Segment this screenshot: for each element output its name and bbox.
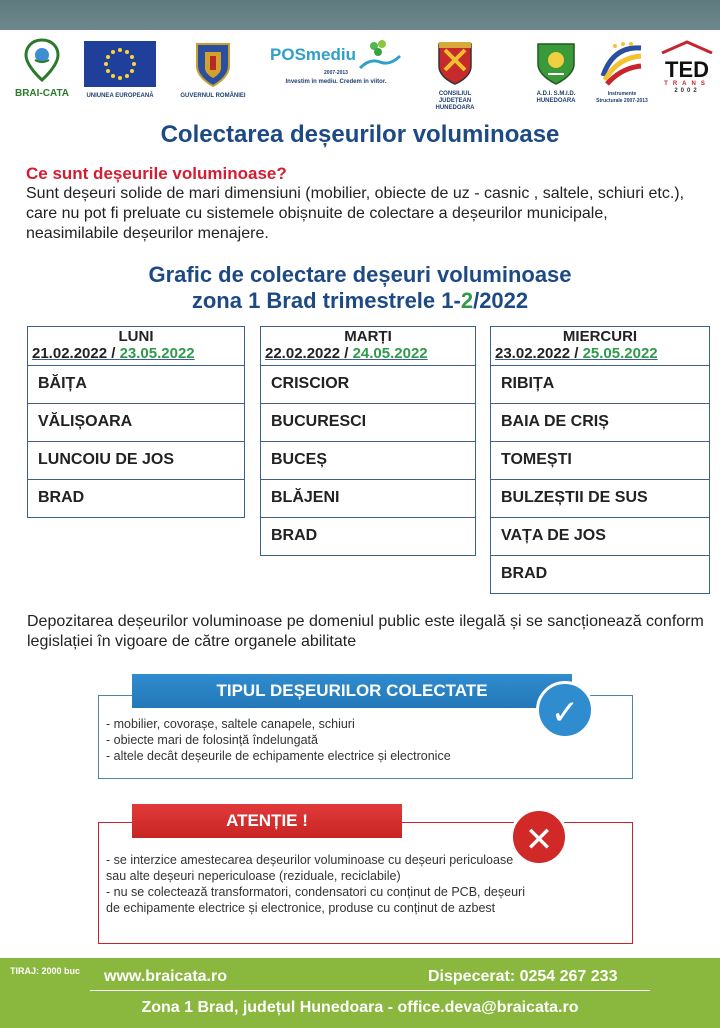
website-link[interactable]: www.braicata.ro <box>104 968 227 985</box>
braicata-caption: BRAI-CATA <box>14 88 70 99</box>
ted-text: TED <box>665 57 709 82</box>
coat-of-arms-icon <box>193 40 233 88</box>
adi-smid-logo <box>528 40 584 105</box>
posmediu-logo <box>266 40 406 86</box>
county-shield-icon <box>435 40 475 86</box>
county-council-logo <box>424 40 486 112</box>
locality-cell: RIBIȚA <box>490 366 710 404</box>
attention-list <box>106 852 526 916</box>
collection-dates: 23.02.2022 / 25.05.2022 <box>495 345 658 362</box>
posmediu-text: POSmediu <box>270 45 356 64</box>
schedule-title-line2: zona 1 Brad trimestrele 1-2/2022 <box>191 288 529 313</box>
is-caption: Instrumente Structurale 2007-2013 <box>596 91 648 104</box>
list-item: - altele decât deșeurile de echipamente electrice și electronice <box>106 748 546 764</box>
column-header <box>260 326 476 366</box>
roof-icon <box>658 40 716 54</box>
day-name: LUNI <box>118 328 154 345</box>
schedule-column-miercuri <box>490 326 710 594</box>
schedule-title <box>0 262 720 314</box>
day-name: MIERCURI <box>562 328 638 345</box>
gov-caption: GUVERNUL ROMÂNIEI <box>180 93 246 99</box>
government-logo <box>168 40 258 100</box>
locality-cell: TOMEȘTI <box>490 442 710 480</box>
posmediu-years: 2007-2013 <box>324 70 348 76</box>
locality-cell: BUCURESCI <box>260 404 476 442</box>
schedule-title-line1: Grafic de colectare deșeuri voluminoase <box>148 262 572 287</box>
cj-caption: CONSILIUL JUDEȚEAN HUNEDOARA <box>435 91 475 111</box>
hands-leaf-icon <box>356 38 402 72</box>
locality-cell: BRAD <box>490 556 710 594</box>
list-item: - obiecte mari de folosință îndelungată <box>106 732 546 748</box>
schedule-column-luni <box>27 326 245 518</box>
locality-cell: BLĂJENI <box>260 480 476 518</box>
locality-cell: BUCEȘ <box>260 442 476 480</box>
list-item: - nu se colectează transformatori, condensatori cu conținut de PCB, deșeuri de echipamente electrice și electronice, produse cu conținut de azbest <box>106 884 526 916</box>
locality-cell: BRAD <box>260 518 476 556</box>
braicata-pin-icon <box>22 38 62 82</box>
collection-dates: 22.02.2022 / 24.05.2022 <box>265 345 428 362</box>
ted-year: 2002 <box>674 88 700 94</box>
footer-divider <box>90 990 650 991</box>
list-item: - mobilier, covorașe, saltele canapele, schiuri <box>106 716 546 732</box>
page-title: Colectarea deșeurilor voluminoase <box>160 121 560 148</box>
footer <box>0 958 720 1028</box>
attention-heading: ATENȚIE ! <box>132 804 402 838</box>
eu-caption: UNIUNEA EUROPEANĂ <box>86 93 154 99</box>
structural-instruments-logo <box>594 40 650 105</box>
collected-types-heading: TIPUL DEȘEURILOR COLECTATE <box>132 674 572 708</box>
collection-dates: 21.02.2022 / 23.05.2022 <box>32 345 195 362</box>
eu-flag-icon <box>83 40 157 88</box>
schedule-column-marti <box>260 326 476 556</box>
zone-contact[interactable]: Zona 1 Brad, județul Hunedoara - office.deva@braicata.ro <box>141 999 579 1016</box>
cross-icon: ✕ <box>510 808 568 866</box>
locality-cell: BULZEȘTII DE SUS <box>490 480 710 518</box>
locality-cell: VAȚA DE JOS <box>490 518 710 556</box>
braicata-logo <box>6 38 78 97</box>
ted-sub: TRANS <box>664 81 710 87</box>
posmediu-slogan: Investim în mediu. Credem în viitor. <box>285 79 387 85</box>
dispatch-phone[interactable]: Dispecerat: 0254 267 233 <box>428 968 618 985</box>
description-text: Sunt deșeuri solide de mari dimensiuni (mobilier, obiecte de uz - casnic , saltele, schiuri etc.), care nu pot fi preluate cu sistemele obișnuite de colectare a deșeurilor municipale, neasimilabile deșeurilor menajere. <box>26 185 685 242</box>
column-header <box>490 326 710 366</box>
locality-cell: VĂLIȘOARA <box>27 404 245 442</box>
locality-cell: LUNCOIU DE JOS <box>27 442 245 480</box>
top-band <box>0 0 720 30</box>
locality-cell: BAIA DE CRIȘ <box>490 404 710 442</box>
locality-cell: BĂIȚA <box>27 366 245 404</box>
eu-logo <box>82 40 158 100</box>
locality-cell: BRAD <box>27 480 245 518</box>
list-item: - se interzice amestecarea deșeurilor voluminoase cu deșeuri periculoase sau alte deșeuri nepericuloase (reziduale, reciclabile) <box>106 852 526 884</box>
locality-cell: CRISCIOR <box>260 366 476 404</box>
partner-logos <box>0 30 720 114</box>
question-heading: Ce sunt deșeurile voluminoase? <box>26 164 287 183</box>
ted-trans-logo <box>656 40 718 95</box>
collected-types-list <box>106 716 546 764</box>
adi-shield-icon <box>534 40 578 86</box>
checkmark-icon: ✓ <box>536 681 594 739</box>
structural-instruments-icon <box>597 40 647 86</box>
day-name: MARȚI <box>344 328 392 345</box>
column-header <box>27 326 245 366</box>
adi-caption: A.D.I. S.M.I.D. HUNEDOARA <box>536 91 576 104</box>
print-run: TIRAJ: 2000 buc <box>10 966 81 976</box>
legal-notice: Depozitarea deșeurilor voluminoase pe domeniul public este ilegală și se sancționează conform legislației în vigoare de către organele abilitate <box>27 613 704 650</box>
